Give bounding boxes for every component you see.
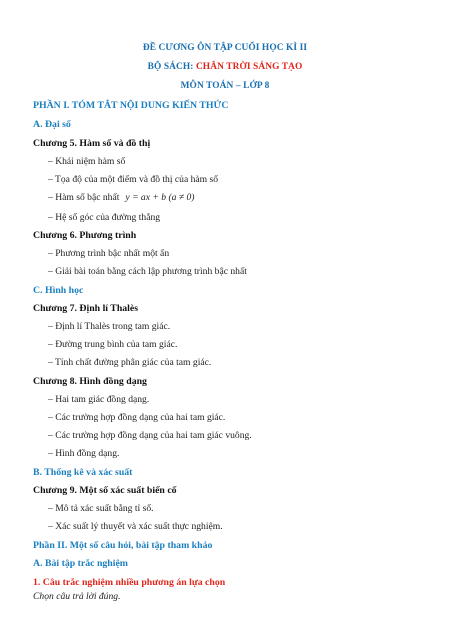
list-item: – Các trường hợp đồng dạng của hai tam giác.: [48, 412, 226, 423]
section-a-heading: A. Bài tập trắc nghiệm: [33, 558, 128, 569]
list-item: – Hai tam giác đồng dạng.: [48, 394, 150, 405]
doc-title: ĐỀ CƯƠNG ÔN TẬP CUỐI HỌC KÌ II: [142, 43, 308, 53]
book-name: CHÂN TRỜI SÁNG TẠO: [195, 62, 303, 72]
part2-heading: Phần II. Một số câu hỏi, bài tập tham khảo: [33, 540, 213, 551]
book-prefix: BỘ SÁCH:: [147, 62, 196, 72]
list-item: – Khái niệm hàm số: [48, 156, 126, 167]
geometry-heading: C. Hình học: [33, 285, 84, 296]
book-line: [0, 62, 450, 72]
subject-line: MÔN TOÁN – LỚP 8: [180, 81, 270, 91]
list-item: – Hình đồng dạng.: [48, 448, 120, 459]
list-item: – Định lí Thalès trong tam giác.: [48, 321, 171, 332]
list-item: [48, 192, 195, 203]
part1-heading: PHẦN I. TÓM TẮT NỘI DUNG KIẾN THỨC: [33, 100, 229, 111]
list-item: – Các trường hợp đồng dạng của hai tam giác vuông.: [48, 430, 252, 441]
linear-function-formula: y = ax + b (a ≠ 0): [125, 192, 195, 203]
chapter9-heading: Chương 9. Một số xác suất biến cố: [33, 485, 177, 496]
list-item: – Đường trung bình của tam giác.: [48, 339, 178, 350]
list-item: – Phương trình bậc nhất một ẩn: [48, 248, 170, 259]
chapter7-heading: Chương 7. Định lí Thalès: [33, 303, 139, 314]
list-item: – Giải bài toán bằng cách lập phương trình bậc nhất: [48, 266, 247, 277]
algebra-heading: A. Đại số: [33, 119, 71, 130]
chapter8-heading: Chương 8. Hình đồng dạng: [33, 376, 147, 387]
list-item-text: – Hàm số bậc nhất: [48, 192, 120, 203]
list-item: – Xác suất lý thuyết và xác suất thực nghiệm.: [48, 521, 223, 532]
chapter6-heading: Chương 6. Phương trình: [33, 230, 137, 241]
chapter5-heading: Chương 5. Hàm số và đồ thị: [33, 138, 151, 149]
question1-instruction: Chọn câu trả lời đúng.: [33, 591, 121, 602]
list-item: – Mô tả xác suất bằng tỉ số.: [48, 503, 154, 514]
list-item: – Tính chất đường phân giác của tam giác.: [48, 357, 212, 368]
question1-heading: 1. Câu trắc nghiệm nhiều phương án lựa chọn: [33, 577, 226, 588]
list-item: – Tọa độ của một điểm và đồ thị của hàm số: [48, 174, 219, 185]
stats-heading: B. Thống kê và xác suất: [33, 467, 133, 478]
list-item: – Hệ số góc của đường thẳng: [48, 212, 161, 223]
